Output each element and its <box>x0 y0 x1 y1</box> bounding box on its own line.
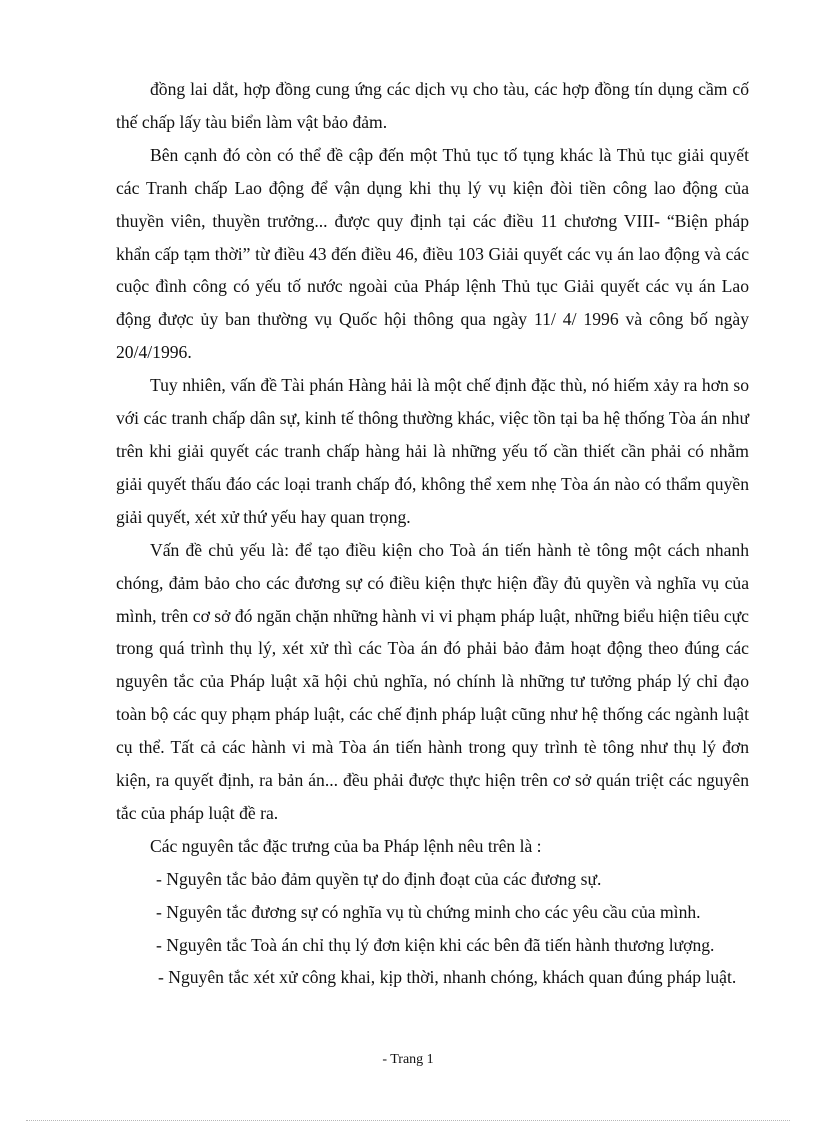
list-item: - Nguyên tắc đương sự có nghĩa vụ tù chứng minh cho các yêu cầu của mình. <box>156 901 701 922</box>
page-footer: - Trang 1 <box>382 1052 434 1067</box>
paragraph: Bên cạnh đó còn có thể đề cập đến một Thủ tục tố tụng khác là Thủ tục giải quyết các Tranh chấp Lao động để vận dụng khi thụ lý vụ kiện đòi tiền công lao động của thuyền viên, thuyền trưởng... được quy định tại các điều 11 chương VIII- “Biện pháp khẩn cấp tạm thời” từ điều 43 đến điều 46, điều 103 Giải quyết các vụ án lao động và các cuộc đình công có yếu tố nước ngoài của Pháp lệnh Thủ tục Giải quyết các vụ án Lao động được ủy ban thường vụ Quốc hội thông qua ngày 11/ 4/ 1996 và công bố ngày 20/4/1996. <box>116 144 749 363</box>
page-divider <box>26 1120 790 1121</box>
list-item: - Nguyên tắc bảo đảm quyền tự do định đoạt của các đương sự. <box>156 868 602 889</box>
list-item: - Nguyên tắc Toà án chỉ thụ lý đơn kiện khi các bên đã tiến hành thương lượng. <box>156 934 715 955</box>
list-item: - Nguyên tắc xét xử công khai, kịp thời, nhanh chóng, khách quan đúng pháp luật. <box>158 967 737 988</box>
paragraph: Các nguyên tắc đặc trưng của ba Pháp lệnh nêu trên là : <box>150 835 542 856</box>
paragraph: Tuy nhiên, vấn đề Tài phán Hàng hải là một chế định đặc thù, nó hiếm xảy ra hơn so với các tranh chấp dân sự, kinh tế thông thường khác, việc tồn tại ba hệ thống Tòa án như trên khi giải quyết các tranh chấp hàng hải là những yếu tố cần thiết cần phải có nhằm giải quyết thấu đáo các loại tranh chấp đó, không thể xem nhẹ Tòa án nào có thẩm quyền giải quyết, xét xử thứ yếu hay quan trọng. <box>116 375 749 527</box>
paragraph: đồng lai dắt, hợp đồng cung ứng các dịch vụ cho tàu, các hợp đồng tín dụng cầm cố thế chấp lấy tàu biển làm vật bảo đảm. <box>116 79 749 132</box>
paragraph: Vấn đề chủ yếu là: để tạo điều kiện cho Toà án tiến hành tè tông một cách nhanh chóng, đảm bảo cho các đương sự có điều kiện thực hiện đầy đủ quyền và nghĩa vụ của mình, trên cơ sở đó ngăn chặn những hành vi vi phạm pháp luật, những biểu hiện tiêu cực trong quá trình thụ lý, xét xử thì các Tòa án đó phải bảo đảm hoạt động theo đúng các nguyên tắc của Pháp luật xã hội chủ nghĩa, nó chính là những tư tưởng pháp lý chỉ đạo toàn bộ các quy phạm pháp luật, các chế định pháp luật cũng như hệ thống các ngành luật cụ thể. Tất cả các hành vi mà Tòa án tiến hành trong quy trình tè tông như thụ lý đơn kiện, ra quyết định, ra bản án... đều phải được thực hiện trên cơ sở quán triệt các nguyên tắc của pháp luật đề ra. <box>116 539 749 823</box>
document-body <box>116 73 749 994</box>
